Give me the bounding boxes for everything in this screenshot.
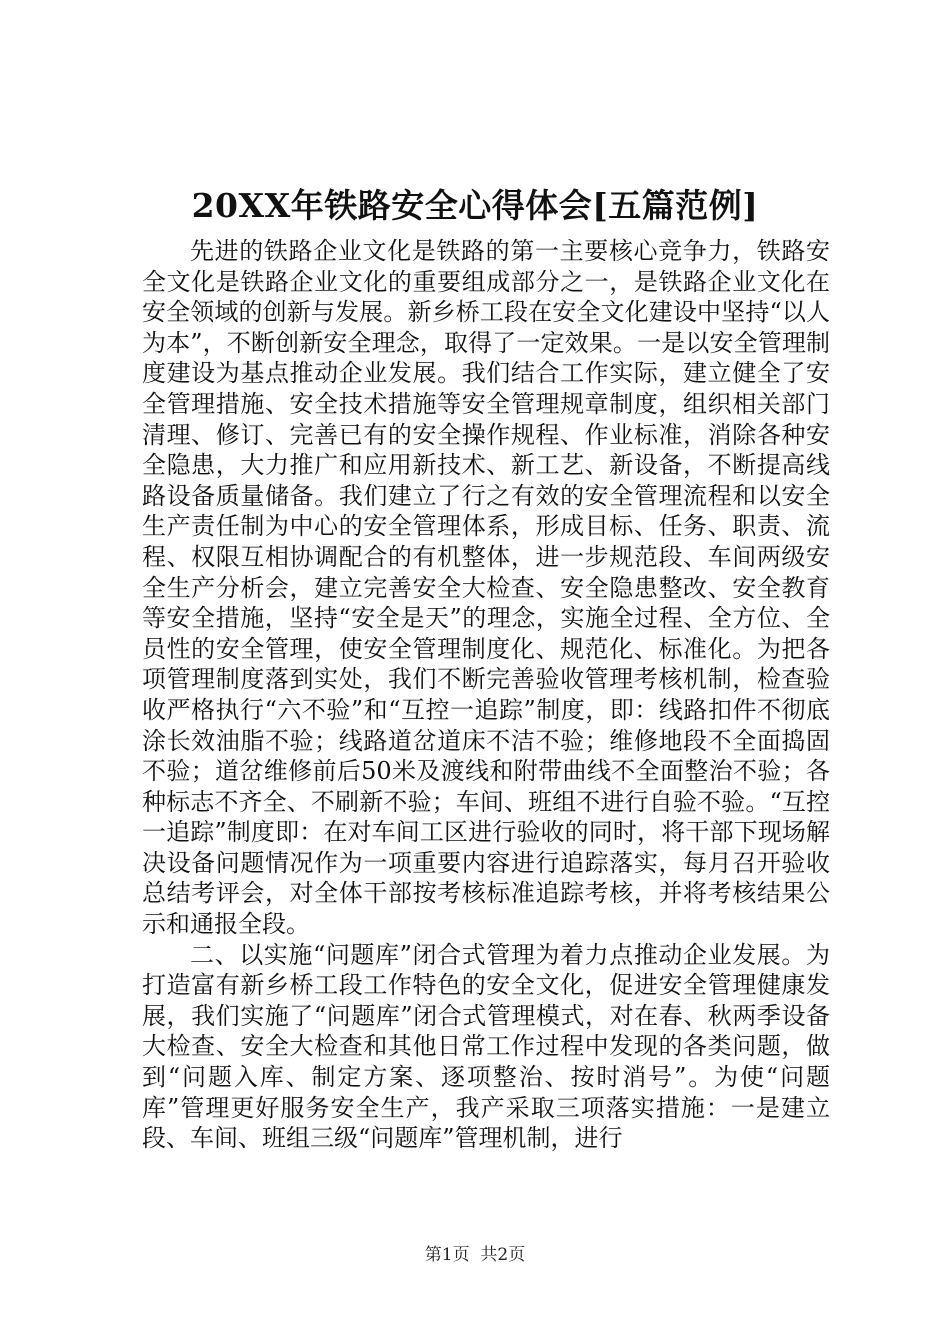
paragraph: 二、以实施“问题库”闭合式管理为着力点推动企业发展。为打造富有新乡桥工段工作特色的安全文化，促进安全管理健康发展，我们实施了“问题库”闭合式管理模式，对在春、秋两季设备大检查、安全大检查和其他日常工作过程中发现的各类问题，做到“问题入库、制定方案、逐项整治、按时消号”。为使“问题库”管理更好服务安全生产，我产采取三项落实措施：一是建立段、车间、班组三级“问题库”管理机制，进行 bbox=[142, 940, 830, 1153]
page-footer bbox=[0, 1244, 950, 1266]
document-body bbox=[142, 236, 830, 1154]
page-number: 第1页 bbox=[424, 1245, 470, 1265]
document-title: 20XX年铁路安全心得体会[五篇范例] bbox=[191, 186, 759, 225]
paragraph: 先进的铁路企业文化是铁路的第一主要核心竞争力，铁路安全文化是铁路企业文化的重要组成部分之一，是铁路企业文化在安全领域的创新与发展。新乡桥工段在安全文化建设中坚持“以人为本”，不断创新安全理念，取得了一定效果。一是以安全管理制度建设为基点推动企业发展。我们结合工作实际，建立健全了安全管理措施、安全技术措施等安全管理规章制度，组织相关部门清理、修订、完善已有的安全操作规程、作业标准，消除各种安全隐患，大力推广和应用新技术、新工艺、新设备，不断提高线路设备质量储备。我们建立了行之有效的安全管理流程和以安全生产责任制为中心的安全管理体系，形成目标、任务、职责、流程、权限互相协调配合的有机整体，进一步规范段、车间两级安全生产分析会，建立完善安全大检查、安全隐患整改、安全教育等安全措施，坚持“安全是天”的理念，实施全过程、全方位、全员性的安全管理，使安全管理制度化、规范化、标准化。为把各项管理制度落到实处，我们不断完善验收管理考核机制，检查验收严格执行“六不验”和“互控一追踪”制度，即：线路扣件不彻底涂长效油脂不验；线路道岔道床不洁不验；维修地段不全面捣固不验；道岔维修前后50米及渡线和附带曲线不全面整治不验；各种标志不齐全、不刷新不验；车间、班组不进行自验不验。“互控一追踪”制度即：在对车间工区进行验收的同时，将干部下现场解决设备问题情况作为一项重要内容进行追踪落实，每月召开验收总结考评会，对全体干部按考核标准追踪考核，并将考核结果公示和通报全段。 bbox=[142, 237, 830, 939]
page-total: 共2页 bbox=[480, 1245, 526, 1265]
